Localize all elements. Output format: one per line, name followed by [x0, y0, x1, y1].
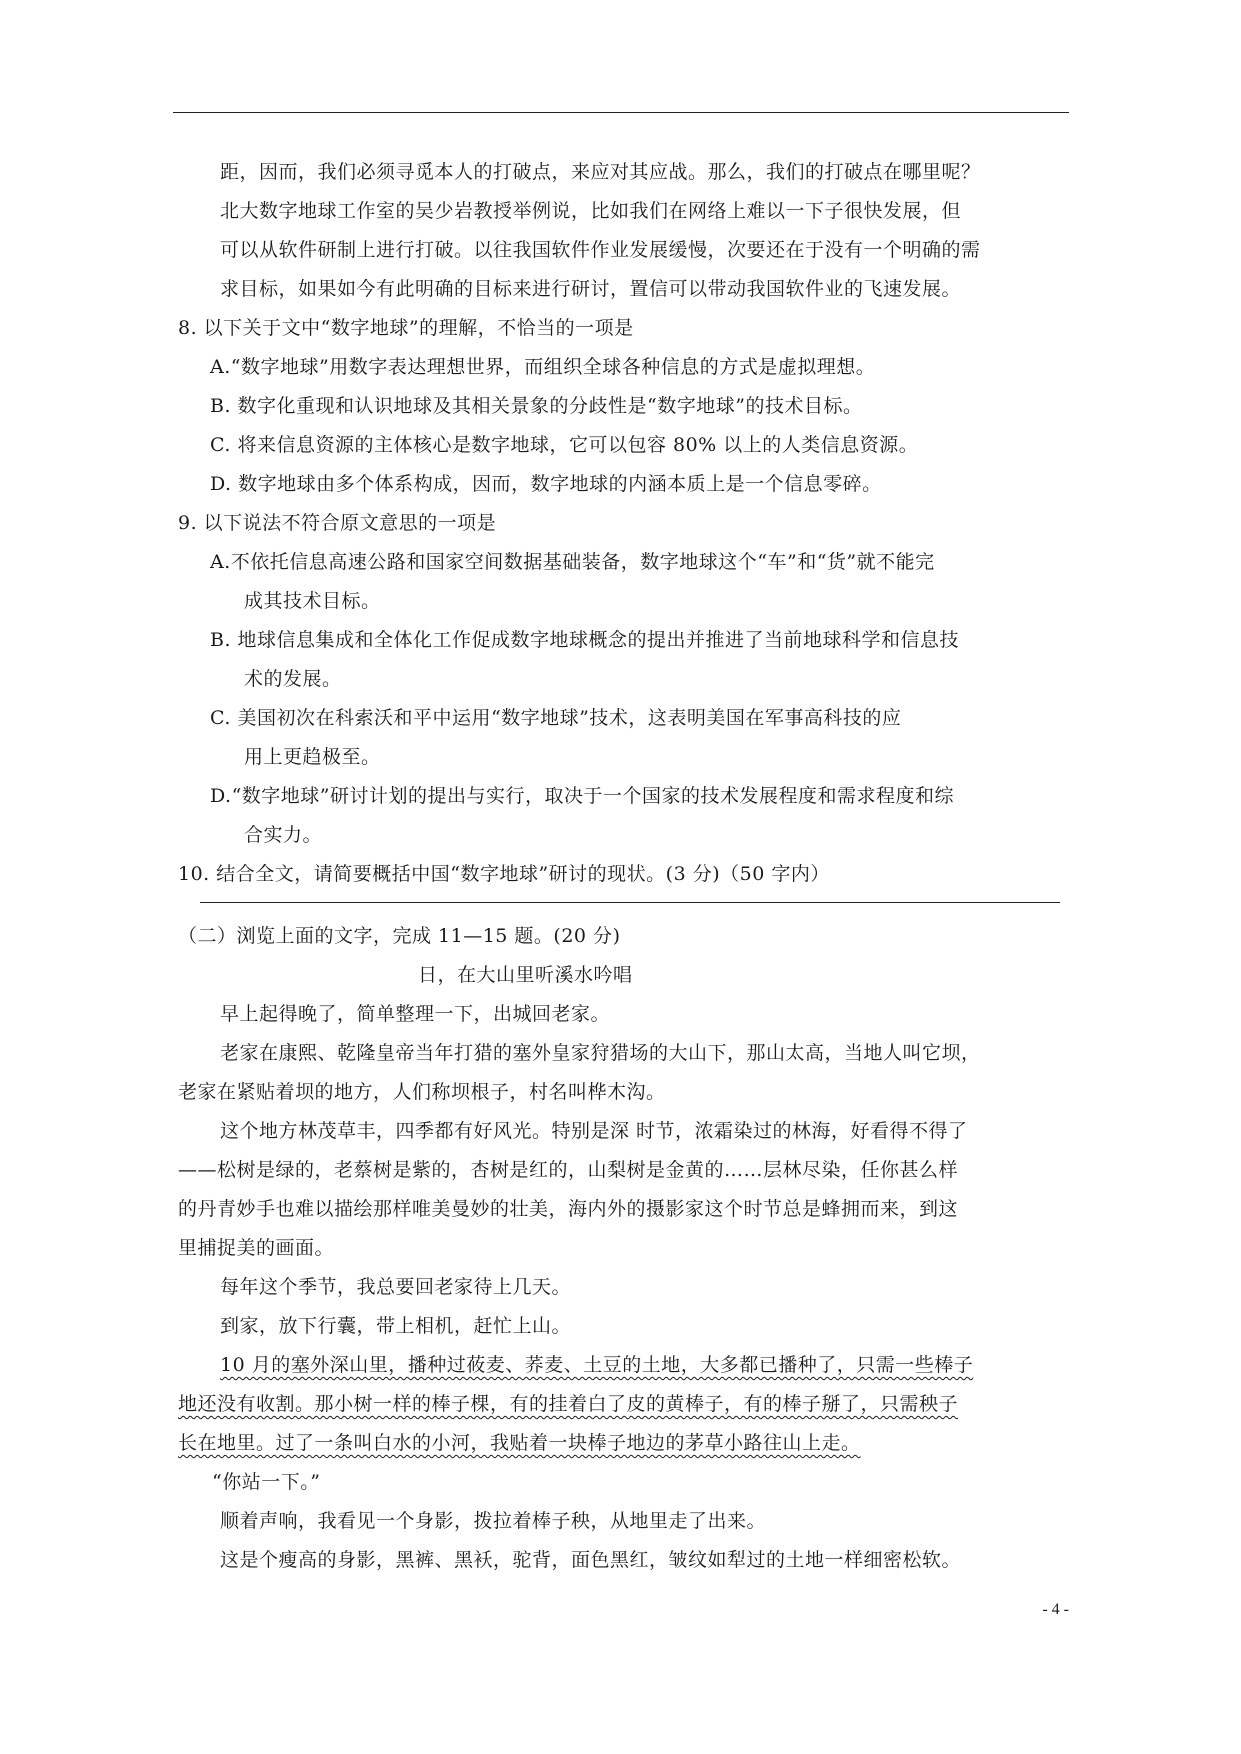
- q9-option-c-cont: 用上更趋极至。: [244, 746, 381, 768]
- section-heading: （二）浏览上面的文字，完成 11—15 题。(20 分): [178, 925, 621, 947]
- q8-option-a: A.“数字地球”用数字表达理想世界，而组织全球各种信息的方式是虚拟理想。: [210, 356, 876, 378]
- q8-option-d: D. 数字地球由多个体系构成，因而，数字地球的内涵本质上是一个信息零碎。: [210, 473, 882, 495]
- underlined-line: 地还没有收割。那小树一样的棒子棵，有的挂着白了皮的黄棒子，有的棒子掰了，只需秧子: [178, 1393, 959, 1415]
- header-rule: [173, 112, 1069, 113]
- q8-option-b: B. 数字化重现和认识地球及其相关景象的分歧性是“数字地球”的技术目标。: [210, 395, 863, 417]
- dialogue-line: “你站一下。”: [212, 1471, 321, 1493]
- paragraph-line: ——松树是绿的，老蔡树是紫的，杏树是红的，山梨树是金黄的……层林尽染，任你甚么样: [178, 1159, 959, 1181]
- paragraph-line: 距，因而，我们必须寻觅本人的打破点，来应对其应战。那么，我们的打破点在哪里呢？: [220, 161, 981, 183]
- question-10-stem: 10. 结合全文，请简要概括中国“数字地球”研讨的现状。(3 分)（50 字内）: [178, 863, 830, 885]
- article-title: 日，在大山里听溪水吟唱: [418, 964, 633, 986]
- underlined-line: 长在地里。过了一条叫白水的小河，我贴着一块棒子地边的茅草小路往山上走。: [178, 1432, 861, 1454]
- paragraph-line: 北大数字地球工作室的吴少岩教授举例说，比如我们在网络上难以一下子很快发展，但: [220, 200, 962, 222]
- paragraph-line: 到家，放下行囊，带上相机，赶忙上山。: [220, 1315, 572, 1337]
- paragraph-line: 老家在康熙、乾隆皇帝当年打猎的塞外皇家狩猎场的大山下，那山太高，当地人叫它坝，: [220, 1042, 981, 1064]
- q9-option-a-cont: 成其技术目标。: [244, 590, 381, 612]
- paragraph-line: 可以从软件研制上进行打破。以往我国软件作业发展缓慢，次要还在于没有一个明确的需: [220, 239, 981, 261]
- paragraph-line: 早上起得晚了，简单整理一下，出城回老家。: [220, 1003, 611, 1025]
- q8-option-c: C. 将来信息资源的主体核心是数字地球，它可以包容 80% 以上的人类信息资源。: [210, 434, 919, 456]
- paragraph-line: 这个地方林茂草丰，四季都有好风光。特别是深 时节，浓霜染过的林海，好看得不得了: [220, 1120, 968, 1142]
- q9-option-d-cont: 合实力。: [244, 824, 323, 846]
- q9-option-d: D.“数字地球”研讨计划的提出与实行，取决于一个国家的技术发展程度和需求程度和综: [210, 785, 955, 807]
- underlined-line: 10 月的塞外深山里，播种过莜麦、荞麦、土豆的土地，大多都已播种了，只需一些棒子: [220, 1354, 974, 1376]
- paragraph-line: 求目标，如果如今有此明确的目标来进行研讨，置信可以带动我国软件业的飞速发展。: [220, 278, 962, 300]
- paragraph-line: 每年这个季节，我总要回老家待上几天。: [220, 1276, 572, 1298]
- answer-line: [200, 902, 1060, 903]
- paragraph-line: 里捕捉美的画面。: [178, 1237, 335, 1259]
- q9-option-b-cont: 术的发展。: [244, 668, 342, 690]
- q9-option-b: B. 地球信息集成和全体化工作促成数字地球概念的提出并推进了当前地球科学和信息技: [210, 629, 960, 651]
- paragraph-line: 老家在紧贴着坝的地方，人们称坝根子，村名叫桦木沟。: [178, 1081, 666, 1103]
- paragraph-line: 的丹青妙手也难以描绘那样唯美曼妙的壮美，海内外的摄影家这个时节总是蜂拥而来，到这: [178, 1198, 959, 1220]
- paragraph-line: 这是个瘦高的身影，黑裤、黑袄，驼背，面色黑红，皱纹如犁过的土地一样细密松软。: [220, 1549, 962, 1571]
- page-number: - 4 -: [1042, 1601, 1069, 1618]
- question-9-stem: 9. 以下说法不符合原文意思的一项是: [178, 512, 497, 534]
- paragraph-line: 顺着声响，我看见一个身影，拨拉着棒子秧，从地里走了出来。: [220, 1510, 767, 1532]
- q9-option-a: A.不依托信息高速公路和国家空间数据基础装备，数字地球这个“车”和“货”就不能完: [210, 551, 935, 573]
- q9-option-c: C. 美国初次在科索沃和平中运用“数字地球”技术，这表明美国在军事高科技的应: [210, 707, 902, 729]
- question-8-stem: 8. 以下关于文中“数字地球”的理解，不恰当的一项是: [178, 317, 634, 339]
